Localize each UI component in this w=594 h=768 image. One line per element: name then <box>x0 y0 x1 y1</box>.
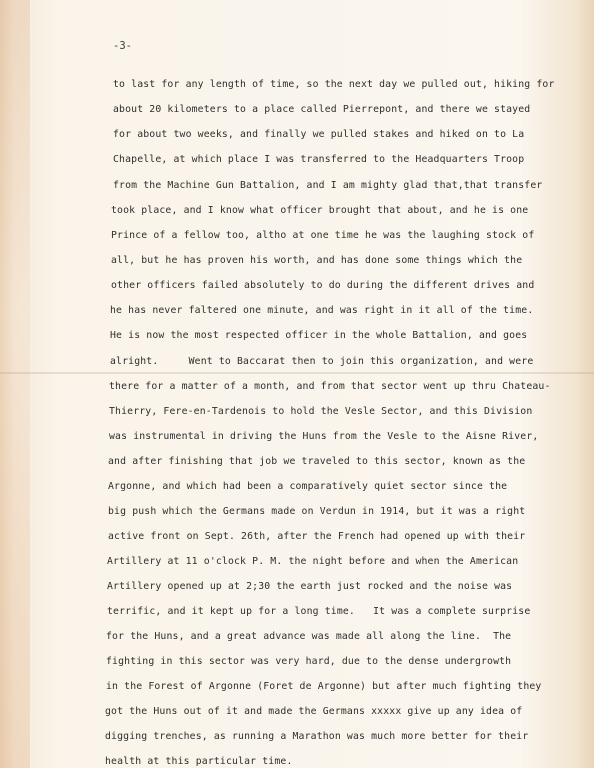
text-line: big push which the Germans made on Verdun in 1914, but it was a right <box>108 506 526 517</box>
paper-stain <box>0 0 30 768</box>
text-line: health at this particular time. <box>105 756 293 767</box>
text-line: Artillery opened up at 2;30 the earth just rocked and the noise was <box>107 581 513 592</box>
text-line: Chapelle, at which place I was transferred to the Headquarters Troop <box>113 154 525 165</box>
text-line: for about two weeks, and finally we pulled stakes and hiked on to La <box>113 129 525 140</box>
paper-fold <box>0 372 594 374</box>
text-line: all, but he has proven his worth, and has done some things which the <box>111 255 523 266</box>
text-line: Thierry, Fere-en-Tardenois to hold the Vesle Sector, and this Division <box>109 406 533 417</box>
text-line: terrific, and it kept up for a long time. It was a complete surprise <box>107 606 531 617</box>
text-line: Prince of a fellow too, altho at one time he was the laughing stock of <box>111 230 535 241</box>
text-line: active front on Sept. 26th, after the French had opened up with their <box>108 531 526 542</box>
text-line: was instrumental in driving the Huns from the Vesle to the Aisne River, <box>109 431 539 442</box>
text-line: He is now the most respected officer in the whole Battalion, and goes <box>110 330 528 341</box>
text-line: alright. Went to Baccarat then to join this organization, and were <box>110 356 534 367</box>
text-line: other officers failed absolutely to do during the different drives and <box>111 280 535 291</box>
text-line: digging trenches, as running a Marathon was much more better for their <box>105 731 529 742</box>
text-line: and after finishing that job we traveled to this sector, known as the <box>108 456 526 467</box>
text-line: fighting in this sector was very hard, due to the dense undergrowth <box>106 656 512 667</box>
text-line: to last for any length of time, so the next day we pulled out, hiking for <box>113 79 555 90</box>
text-line: from the Machine Gun Battalion, and I am mighty glad that,that transfer <box>113 180 543 191</box>
text-line: in the Forest of Argonne (Foret de Argonne) but after much fighting they <box>106 681 542 692</box>
text-line: there for a matter of a month, and from that sector went up thru Chateau- <box>109 381 551 392</box>
page-number: -3- <box>113 40 132 52</box>
text-line: for the Huns, and a great advance was made all along the line. The <box>106 631 512 642</box>
text-line: took place, and I know what officer brought that about, and he is one <box>111 205 529 216</box>
text-line: he has never faltered one minute, and was right in it all of the time. <box>110 305 534 316</box>
text-line: got the Huns out of it and made the Germans xxxxx give up any idea of <box>105 706 523 717</box>
text-line: about 20 kilometers to a place called Pierrepont, and there we stayed <box>113 104 531 115</box>
text-line: Argonne, and which had been a comparatively quiet sector since the <box>108 481 508 492</box>
text-line: Artillery at 11 o'clock P. M. the night before and when the American <box>107 556 519 567</box>
